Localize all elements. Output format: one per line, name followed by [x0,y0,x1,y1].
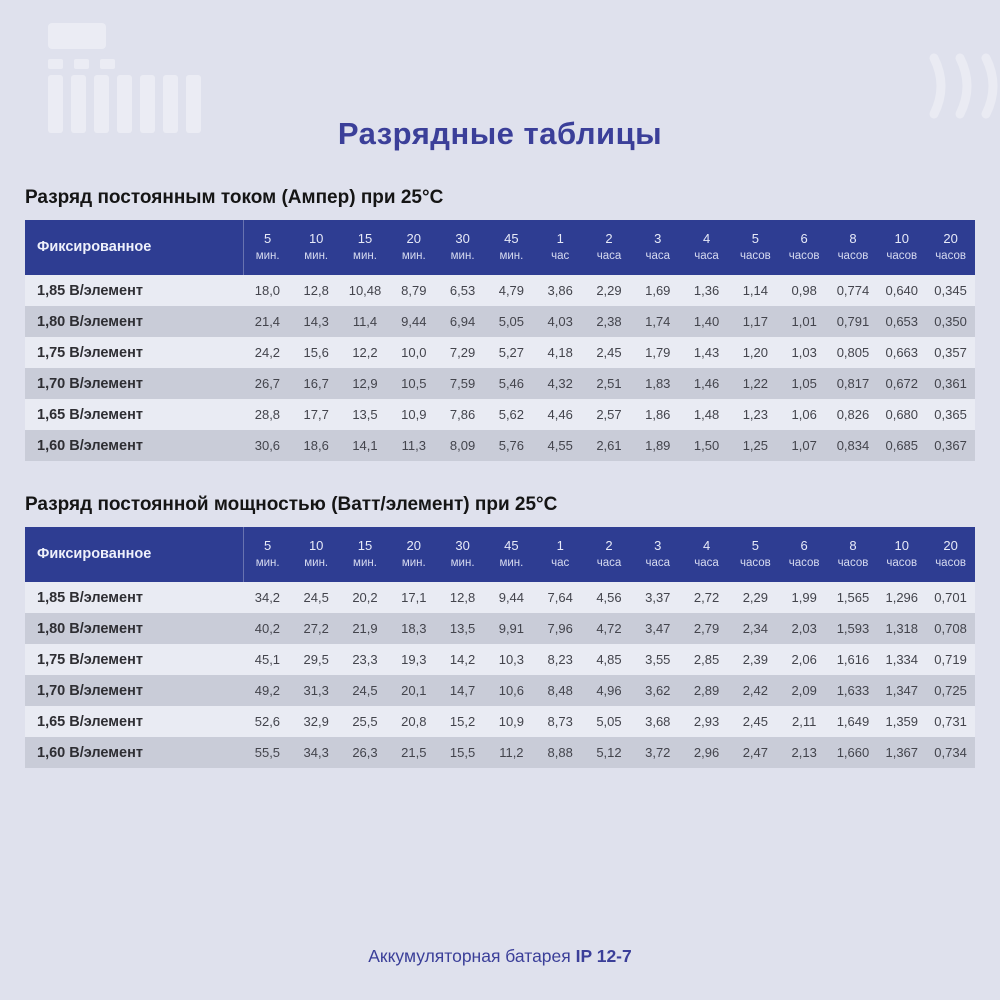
value-cell: 55,5 [254,745,281,760]
value-cell: 2,13 [791,745,817,760]
value-cell: 0,680 [885,407,919,422]
value-cell: 2,29 [596,283,622,298]
value-cell: 2,39 [742,652,769,667]
value-cell: 0,731 [934,714,967,729]
value-cell: 1,83 [645,376,671,391]
value-cell: 3,55 [645,652,671,667]
value-cell: 14,3 [303,314,329,329]
value-cell: 1,22 [742,376,769,391]
value-cell: 1,14 [742,283,769,298]
header-cell-time: 15 мин. [341,527,390,582]
value-cell: 10,9 [498,714,525,729]
value-cell: 7,64 [547,590,573,605]
value-cell: 5,46 [498,376,525,391]
section-title-current: Разряд постоянным током (Ампер) при 25°C [25,187,444,208]
value-cell: 0,774 [836,283,870,298]
value-cell: 2,34 [742,621,769,636]
value-cell: 0,817 [836,376,870,391]
value-cell: 6,53 [449,283,476,298]
value-cell: 34,3 [303,745,329,760]
value-cell: 0,365 [934,407,967,422]
value-cell: 17,7 [303,407,329,422]
table-row [25,737,975,768]
value-cell: 8,48 [547,683,573,698]
value-cell: 8,79 [401,283,427,298]
value-cell: 1,89 [645,438,671,453]
header-cell-time: 5 мин. [243,527,292,582]
value-cell: 10,48 [348,283,382,298]
value-cell: 0,640 [885,283,919,298]
value-cell: 23,3 [352,652,378,667]
value-cell: 1,50 [693,438,720,453]
value-cell: 18,0 [254,283,281,298]
value-cell: 34,2 [254,590,281,605]
value-cell: 0,734 [934,745,967,760]
page-title: Разрядные таблицы [337,116,663,151]
value-cell: 24,5 [352,683,378,698]
header-cell-time: 30 мин. [438,527,487,582]
value-cell: 12,8 [303,283,329,298]
header-cell-time: 20 часов [926,220,975,275]
value-cell: 0,98 [791,283,817,298]
constant-power-table [25,527,975,768]
value-cell: 0,685 [885,438,919,453]
header-cell-time: 10 мин. [292,527,341,582]
footer [0,946,1000,967]
value-cell: 27,2 [303,621,329,636]
table-row [25,644,975,675]
value-cell: 7,86 [449,407,476,422]
value-cell: 15,6 [303,345,329,360]
header-cell-time: 3 часа [633,527,682,582]
value-cell: 5,27 [498,345,525,360]
value-cell: 0,725 [934,683,967,698]
table-row [25,368,975,399]
value-cell: 2,96 [693,745,720,760]
table-row [25,613,975,644]
header-cell-time: 45 мин. [487,220,536,275]
value-cell: 1,296 [885,590,919,605]
value-cell: 20,2 [352,590,378,605]
value-cell: 15,2 [449,714,476,729]
value-cell: 0,719 [934,652,967,667]
value-cell: 45,1 [254,652,281,667]
header-cell-time: 6 часов [780,220,829,275]
value-cell: 13,5 [449,621,476,636]
footer-text: Аккумуляторная батарея [368,946,576,966]
header-cell-time: 1 час [536,527,585,582]
value-cell: 4,72 [596,621,622,636]
value-cell: 1,20 [742,345,769,360]
value-cell: 9,91 [498,621,525,636]
header-cell-time: 30 мин. [438,220,487,275]
value-cell: 4,03 [547,314,573,329]
value-cell: 14,2 [449,652,476,667]
value-cell: 1,367 [885,745,919,760]
value-cell: 49,2 [254,683,281,698]
value-cell: 1,01 [791,314,817,329]
header-cell-time: 20 мин. [389,220,438,275]
value-cell: 3,86 [547,283,573,298]
value-cell: 8,88 [547,745,573,760]
header-cell-fixed-voltage: Фиксированное [25,527,243,582]
value-cell: 0,791 [836,314,870,329]
value-cell: 1,99 [791,590,817,605]
value-cell: 10,3 [498,652,525,667]
value-cell: 0,663 [885,345,919,360]
value-cell: 0,701 [934,590,967,605]
constant-current-table [25,220,975,461]
table-row [25,275,975,306]
header-cell-time: 8 часов [829,527,878,582]
value-cell: 0,826 [836,407,870,422]
value-cell: 2,93 [693,714,720,729]
row-label: 1,65 В/элемент [37,713,143,730]
header-cell-time: 10 часов [877,220,926,275]
value-cell: 0,834 [836,438,870,453]
value-cell: 0,350 [934,314,967,329]
value-cell: 8,73 [547,714,573,729]
value-cell: 2,45 [596,345,622,360]
value-cell: 2,72 [693,590,720,605]
value-cell: 2,79 [693,621,720,636]
row-label: 1,60 В/элемент [37,437,143,454]
value-cell: 3,72 [645,745,671,760]
value-cell: 12,8 [449,590,476,605]
row-label: 1,85 В/элемент [37,589,143,606]
value-cell: 1,23 [742,407,769,422]
value-cell: 24,5 [303,590,329,605]
value-cell: 10,9 [401,407,427,422]
value-cell: 10,5 [401,376,427,391]
value-cell: 21,5 [401,745,427,760]
value-cell: 2,85 [693,652,720,667]
value-cell: 3,68 [645,714,671,729]
value-cell: 19,3 [401,652,427,667]
value-cell: 1,25 [742,438,769,453]
value-cell: 21,4 [254,314,281,329]
value-cell: 10,6 [498,683,525,698]
value-cell: 2,09 [791,683,817,698]
value-cell: 13,5 [352,407,378,422]
value-cell: 1,616 [836,652,870,667]
value-cell: 9,44 [401,314,427,329]
value-cell: 4,55 [547,438,573,453]
value-cell: 26,3 [352,745,378,760]
value-cell: 1,74 [645,314,671,329]
value-cell: 2,06 [791,652,817,667]
value-cell: 7,59 [449,376,476,391]
value-cell: 28,8 [254,407,281,422]
table-row [25,582,975,613]
value-cell: 20,1 [401,683,427,698]
value-cell: 5,12 [596,745,622,760]
value-cell: 25,5 [352,714,378,729]
value-cell: 1,48 [693,407,720,422]
value-cell: 31,3 [303,683,329,698]
header-cell-time: 15 мин. [341,220,390,275]
row-label: 1,75 В/элемент [37,651,143,668]
value-cell: 2,45 [742,714,769,729]
value-cell: 1,660 [836,745,870,760]
value-cell: 4,79 [498,283,525,298]
value-cell: 18,6 [303,438,329,453]
value-cell: 1,17 [742,314,769,329]
value-cell: 5,76 [498,438,525,453]
value-cell: 15,5 [449,745,476,760]
table-row [25,306,975,337]
value-cell: 18,3 [401,621,427,636]
header-cell-time: 45 мин. [487,527,536,582]
header-cell-time: 8 часов [829,220,878,275]
value-cell: 9,44 [498,590,525,605]
footer-model: IP 12-7 [575,946,632,966]
value-cell: 5,62 [498,407,525,422]
value-cell: 4,18 [547,345,573,360]
value-cell: 11,3 [401,438,426,453]
header-cell-time: 10 часов [877,527,926,582]
value-cell: 2,38 [596,314,622,329]
value-cell: 1,36 [693,283,720,298]
value-cell: 8,23 [547,652,573,667]
header-cell-time: 20 часов [926,527,975,582]
value-cell: 1,318 [885,621,919,636]
value-cell: 8,09 [449,438,476,453]
value-cell: 1,79 [645,345,671,360]
value-cell: 1,86 [645,407,671,422]
value-cell: 1,06 [791,407,817,422]
value-cell: 1,334 [885,652,919,667]
value-cell: 20,8 [401,714,427,729]
table-row [25,706,975,737]
header-cell-time: 5 часов [731,220,780,275]
value-cell: 1,05 [791,376,817,391]
value-cell: 0,361 [934,376,967,391]
value-cell: 7,29 [449,345,476,360]
table-row [25,675,975,706]
value-cell: 40,2 [254,621,281,636]
value-cell: 29,5 [303,652,329,667]
value-cell: 1,347 [885,683,919,698]
value-cell: 32,9 [303,714,329,729]
value-cell: 17,1 [401,590,427,605]
value-cell: 4,96 [596,683,622,698]
header-cell-time: 4 часа [682,527,731,582]
table-row [25,337,975,368]
value-cell: 14,1 [352,438,378,453]
value-cell: 5,05 [498,314,525,329]
row-label: 1,70 В/элемент [37,682,143,699]
header-cell-time: 3 часа [633,220,682,275]
value-cell: 12,2 [352,345,378,360]
header-cell-time: 5 мин. [243,220,292,275]
value-cell: 4,32 [547,376,573,391]
header-cell-time: 1 час [536,220,585,275]
row-label: 1,65 В/элемент [37,406,143,423]
value-cell: 2,57 [596,407,622,422]
header-cell-time: 10 мин. [292,220,341,275]
value-cell: 1,649 [836,714,870,729]
value-cell: 2,47 [742,745,769,760]
value-cell: 26,7 [254,376,281,391]
table-row [25,399,975,430]
section-title-power: Разряд постоянной мощностью (Ватт/элемент) при 25°C [25,494,558,515]
value-cell: 0,345 [934,283,967,298]
value-cell: 4,46 [547,407,573,422]
value-cell: 10,0 [401,345,427,360]
content-area [0,187,1000,768]
value-cell: 2,29 [742,590,769,605]
value-cell: 2,89 [693,683,720,698]
row-label: 1,75 В/элемент [37,344,143,361]
value-cell: 4,56 [596,590,622,605]
value-cell: 3,47 [645,621,671,636]
value-cell: 1,07 [791,438,817,453]
value-cell: 2,03 [791,621,817,636]
table-header-row [25,220,975,275]
value-cell: 7,96 [547,621,573,636]
value-cell: 0,367 [934,438,967,453]
row-label: 1,85 В/элемент [37,282,143,299]
value-cell: 3,62 [645,683,671,698]
row-label: 1,80 В/элемент [37,313,143,330]
value-cell: 11,4 [352,314,378,329]
value-cell: 2,61 [596,438,622,453]
value-cell: 1,593 [836,621,870,636]
value-cell: 16,7 [303,376,329,391]
header-cell-time: 20 мин. [389,527,438,582]
value-cell: 21,9 [352,621,378,636]
value-cell: 12,9 [352,376,378,391]
value-cell: 1,69 [645,283,671,298]
value-cell: 0,708 [934,621,967,636]
header-cell-time: 2 часа [585,527,634,582]
value-cell: 2,11 [791,714,817,729]
value-cell: 1,633 [836,683,870,698]
value-cell: 1,359 [885,714,919,729]
value-cell: 14,7 [449,683,476,698]
value-cell: 0,672 [885,376,919,391]
header-cell-fixed-voltage: Фиксированное [25,220,243,275]
value-cell: 4,85 [596,652,622,667]
value-cell: 1,03 [791,345,817,360]
value-cell: 1,40 [693,314,720,329]
value-cell: 2,51 [596,376,622,391]
value-cell: 0,805 [836,345,870,360]
header-cell-time: 6 часов [780,527,829,582]
value-cell: 1,43 [693,345,720,360]
value-cell: 1,565 [836,590,870,605]
row-label: 1,80 В/элемент [37,620,143,637]
table-header-row [25,527,975,582]
value-cell: 0,653 [885,314,919,329]
table-row [25,430,975,461]
value-cell: 0,357 [934,345,967,360]
value-cell: 30,6 [254,438,281,453]
value-cell: 52,6 [254,714,281,729]
header-cell-time: 4 часа [682,220,731,275]
header-cell-time: 5 часов [731,527,780,582]
value-cell: 1,46 [693,376,720,391]
row-label: 1,60 В/элемент [37,744,143,761]
value-cell: 11,2 [499,745,524,760]
value-cell: 3,37 [645,590,671,605]
value-cell: 6,94 [449,314,476,329]
value-cell: 5,05 [596,714,622,729]
value-cell: 24,2 [254,345,281,360]
value-cell: 2,42 [742,683,769,698]
header-cell-time: 2 часа [585,220,634,275]
row-label: 1,70 В/элемент [37,375,143,392]
